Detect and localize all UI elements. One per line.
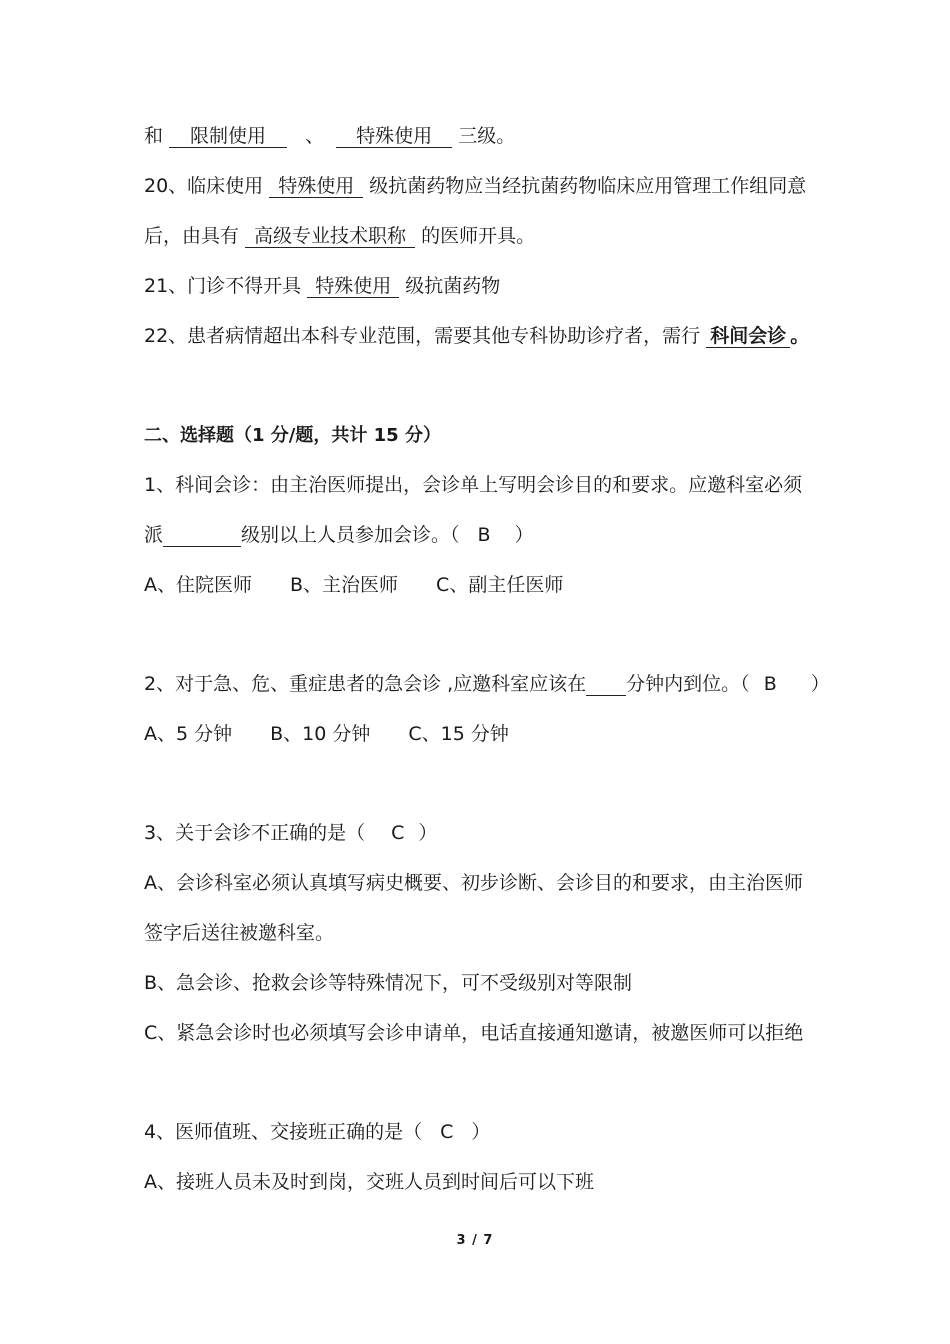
answer-mark: C bbox=[440, 1121, 454, 1143]
question-21 bbox=[144, 274, 500, 298]
answer-blank: 特殊使用 bbox=[307, 275, 399, 298]
text: 三级。 bbox=[458, 125, 516, 147]
question-text: 21、门诊不得开具 bbox=[144, 275, 302, 297]
question-3-option-c: C、紧急会诊时也必须填写会诊申请单，电话直接通知邀请，被邀医师可以拒绝 bbox=[144, 1022, 804, 1044]
fill-in-line-19 bbox=[144, 124, 515, 148]
question-text: 的医师开具。 bbox=[421, 225, 536, 247]
option-c: C、15 分钟 bbox=[408, 723, 509, 745]
answer-blank: 高级专业技术职称 bbox=[245, 225, 415, 248]
question-text: ） bbox=[514, 524, 534, 546]
option-c: C、副主任医师 bbox=[436, 574, 564, 596]
question-text: ） bbox=[471, 1121, 491, 1143]
question-20-cont bbox=[144, 224, 535, 248]
blank-line bbox=[586, 673, 626, 696]
question-text: 级别以上人员参加会诊。（ bbox=[241, 524, 460, 546]
text: 和 bbox=[144, 125, 164, 147]
answer-mark: B bbox=[477, 524, 491, 546]
answer-blank: 特殊使用 bbox=[269, 175, 363, 198]
question-2-options bbox=[144, 722, 509, 746]
question-text: 。 bbox=[790, 325, 810, 347]
question-4 bbox=[144, 1120, 490, 1144]
option-a: A、5 分钟 bbox=[144, 723, 233, 745]
option-b: B、10 分钟 bbox=[270, 723, 371, 745]
question-text: 级抗菌药物 bbox=[405, 275, 501, 297]
question-text: 3、关于会诊不正确的是（ bbox=[144, 822, 366, 844]
section-heading: 二、选择题（1 分/题，共计 15 分） bbox=[144, 425, 441, 446]
question-3-option-b: B、急会诊、抢救会诊等特殊情况下，可不受级别对等限制 bbox=[144, 972, 633, 994]
question-text: 分钟内到位。（ bbox=[626, 673, 750, 695]
question-text: ） bbox=[810, 673, 830, 695]
question-text: 20、临床使用 bbox=[144, 175, 264, 197]
blank-line bbox=[163, 524, 241, 547]
answer-blank: 科间会诊 bbox=[706, 325, 790, 348]
question-1-cont bbox=[144, 523, 534, 547]
question-22 bbox=[144, 324, 809, 348]
answer-blank: 限制使用 bbox=[169, 125, 287, 148]
question-3 bbox=[144, 821, 437, 845]
question-text: ） bbox=[418, 822, 438, 844]
question-1: 1、科间会诊：由主治医师提出，会诊单上写明会诊目的和要求。应邀科室必须 bbox=[144, 474, 803, 496]
option-a: A、住院医师 bbox=[144, 574, 252, 596]
answer-blank: 特殊使用 bbox=[336, 125, 452, 148]
page-number: 3 / 7 bbox=[456, 1233, 494, 1248]
question-text: 后，由具有 bbox=[144, 225, 240, 247]
question-text: 4、医师值班、交接班正确的是（ bbox=[144, 1121, 423, 1143]
question-2 bbox=[144, 672, 830, 696]
question-1-options bbox=[144, 573, 563, 597]
option-b: B、主治医师 bbox=[290, 574, 399, 596]
answer-mark: B bbox=[763, 673, 777, 695]
text: 、 bbox=[305, 125, 325, 147]
question-3-option-a: A、会诊科室必须认真填写病史概要、初步诊断、会诊目的和要求，由主治医师 bbox=[144, 872, 803, 894]
question-text: 派 bbox=[144, 524, 164, 546]
question-4-option-a: A、接班人员未及时到岗，交班人员到时间后可以下班 bbox=[144, 1171, 594, 1193]
answer-mark: C bbox=[391, 822, 405, 844]
question-20 bbox=[144, 174, 806, 198]
question-3-option-a-cont: 签字后送往被邀科室。 bbox=[144, 922, 335, 944]
question-text: 级抗菌药物应当经抗菌药物临床应用管理工作组同意 bbox=[369, 175, 807, 197]
question-text: 22、患者病情超出本科专业范围，需要其他专科协助诊疗者，需行 bbox=[144, 325, 701, 347]
question-text: 2、对于急、危、重症患者的急会诊 ,应邀科室应该在 bbox=[144, 673, 587, 695]
